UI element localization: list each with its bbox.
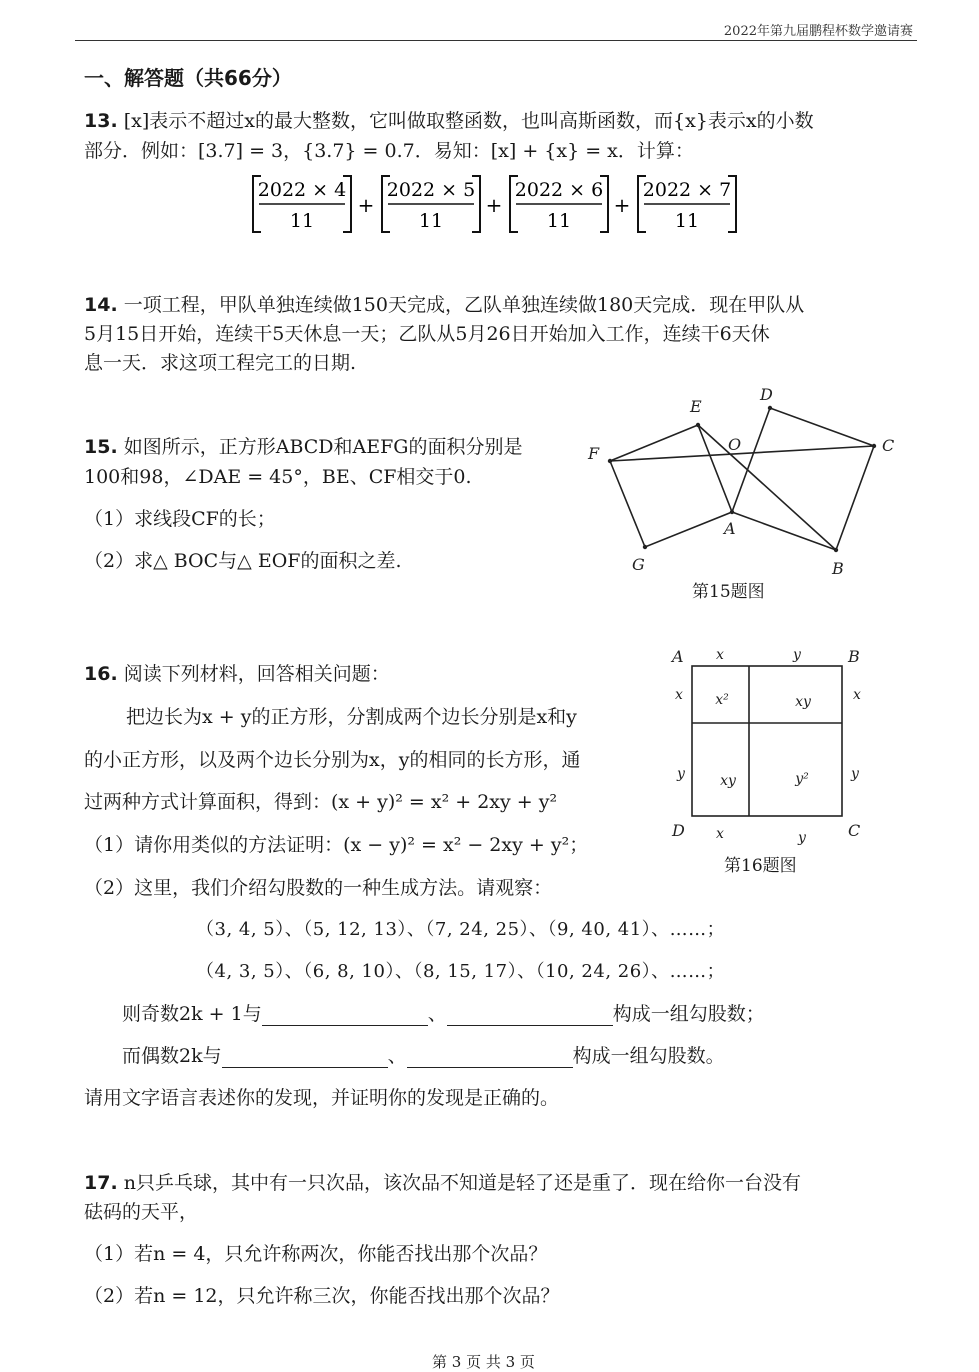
- label-f: F: [588, 444, 600, 463]
- q16-even-statement: [122, 1041, 725, 1068]
- q13-line1: [84, 106, 814, 133]
- label-d: D: [760, 385, 773, 404]
- square-aefg: [610, 425, 732, 547]
- q16-figure: [660, 640, 880, 850]
- cell-x2: x²: [715, 692, 729, 708]
- q15-line1: [84, 432, 522, 459]
- q16-sequence-odd: （3, 4, 5）、（5, 12, 13）、（7, 24, 25）、（9, 40, 41）、……；: [196, 919, 726, 940]
- cell-xy-bottom: xy: [720, 773, 736, 789]
- q13-fraction-1: [253, 176, 351, 232]
- q14-line3: 息一天．求这项工程完工的日期.: [84, 352, 357, 374]
- q13-fraction-3-den: 11: [546, 210, 572, 232]
- corner-c: C: [848, 821, 861, 840]
- q17-line1: [84, 1168, 801, 1195]
- q16-line4: 过两种方式计算面积，得到：(x + y)² = x² + 2xy + y²: [84, 791, 558, 813]
- q16-number: 16.: [84, 663, 118, 685]
- q13-fraction-2: [382, 176, 480, 232]
- q13-fraction-4-num: 2022 × 7: [642, 179, 732, 201]
- q16-sequence-even: （4, 3, 5）、（6, 8, 10）、（8, 15, 17）、（10, 24, 26）、……；: [196, 961, 726, 982]
- q13-text-line1: [x]表示不超过x的最大整数，它叫做取整函数，也叫高斯函数，而{x}表示x的小数: [123, 110, 814, 132]
- cell-xy-top: xy: [795, 694, 811, 710]
- q13-fraction-3-num: 2022 × 6: [514, 179, 604, 201]
- q16-odd-post: 构成一组勾股数；: [612, 1003, 765, 1025]
- q16-even-blank-1: [222, 1049, 388, 1068]
- q15-part1: （1）求线段CF的长；: [84, 508, 276, 530]
- label-e: E: [690, 397, 702, 416]
- q16-even-sep: 、: [387, 1045, 407, 1067]
- big-square: [692, 666, 842, 816]
- left-x: x: [675, 687, 683, 703]
- q13-fraction-1-den: 11: [289, 210, 315, 232]
- q17-number: 17.: [84, 1172, 118, 1194]
- q16-final: 请用文字语言表述你的发现，并证明你的发现是正确的。: [84, 1087, 560, 1109]
- right-y: y: [851, 766, 859, 782]
- q16-text-line1: 阅读下列材料，回答相关问题：: [123, 663, 390, 685]
- q16-line1: [84, 659, 390, 686]
- q15-number: 15.: [84, 436, 118, 458]
- q16-even-pre: 而偶数2k与: [122, 1045, 222, 1067]
- q14-text-line1: 一项工程，甲队单独连续做150天完成，乙队单独连续做180天完成．现在甲队从: [123, 294, 805, 316]
- bottom-x: x: [716, 826, 724, 842]
- q15-figure: [580, 380, 900, 580]
- bottom-y: y: [798, 830, 806, 846]
- q16-odd-blank-2: [447, 1007, 613, 1026]
- q17-line2: 砝码的天平，: [84, 1201, 199, 1223]
- page-footer: 第 3 页 共 3 页: [432, 1353, 535, 1371]
- corner-a: A: [672, 647, 684, 666]
- q15-text-line1: 如图所示，正方形ABCD和AEFG的面积分别是: [123, 436, 523, 458]
- header-rule: [75, 40, 917, 41]
- q15-figure-caption: 第15题图: [692, 582, 765, 602]
- corner-d: D: [672, 821, 685, 840]
- q13-fraction-2-den: 11: [418, 210, 444, 232]
- q17-part2: （2）若n = 12，只允许称三次，你能否找出那个次品？: [84, 1285, 560, 1307]
- q16-figure-caption: 第16题图: [724, 856, 797, 876]
- q16-odd-sep: 、: [427, 1003, 447, 1025]
- q13-plus-3: +: [613, 193, 631, 217]
- q14-line2: 5月15日开始，连续干5天休息一天；乙队从5月26日开始加入工作，连续干6天休: [84, 323, 770, 345]
- q13-fraction-2-num: 2022 × 5: [386, 179, 476, 201]
- q15-part2: （2）求△ BOC与△ EOF的面积之差.: [84, 550, 402, 572]
- label-g: G: [632, 555, 645, 574]
- q16-even-post: 构成一组勾股数。: [572, 1045, 725, 1067]
- q13-number: 13.: [84, 110, 118, 132]
- q16-part2: （2）这里，我们介绍勾股数的一种生成方法。请观察：: [84, 877, 553, 899]
- label-c: C: [882, 436, 895, 455]
- top-x: x: [716, 647, 724, 663]
- q16-odd-blank-1: [262, 1007, 428, 1026]
- q17-text-line1: n只乒乓球，其中有一只次品，该次品不知道是轻了还是重了．现在给你一台没有: [123, 1172, 801, 1194]
- label-o: O: [728, 435, 742, 454]
- q13-fraction-4-den: 11: [674, 210, 700, 232]
- q13-plus-1: +: [357, 193, 375, 217]
- q14-number: 14.: [84, 294, 118, 316]
- q13-fraction-1-num: 2022 × 4: [257, 179, 347, 201]
- segment-be: [698, 425, 836, 550]
- corner-b: B: [848, 647, 860, 666]
- label-a: A: [724, 519, 736, 538]
- q16-even-blank-2: [407, 1049, 573, 1068]
- q16-odd-pre: 则奇数2k + 1与: [122, 1003, 262, 1025]
- page-header-title: 2022年第九届鹏程杯数学邀请赛: [723, 24, 913, 39]
- q16-line3: 的小正方形，以及两个边长分别为x，y的相同的长方形，通: [84, 749, 581, 771]
- left-y: y: [677, 766, 685, 782]
- q15-line2: 100和98，∠DAE = 45°，BE、CF相交于0.: [84, 466, 472, 488]
- q13-fraction-4: [638, 176, 736, 232]
- segment-cf: [610, 446, 874, 461]
- right-x: x: [853, 687, 861, 703]
- q17-part1: （1）若n = 4，只允许称两次，你能否找出那个次品？: [84, 1243, 548, 1265]
- square-abcd: [732, 408, 874, 550]
- cell-y2: y²: [795, 771, 809, 787]
- q16-odd-statement: [122, 999, 765, 1026]
- q13-formula: [245, 172, 745, 236]
- q13-line2: 部分．例如：[3.7] = 3，{3.7} = 0.7．易知：[x] + {x} = x．计算：: [84, 140, 694, 162]
- section-title: 一、解答题（共66分）: [84, 66, 292, 90]
- q16-line2: 把边长为x + y的正方形，分割成两个边长分别是x和y: [126, 706, 577, 728]
- q13-plus-2: +: [485, 193, 503, 217]
- q14-line1: [84, 290, 804, 317]
- q16-part1: （1）请你用类似的方法证明：(x − y)² = x² − 2xy + y²；: [84, 834, 589, 856]
- q13-fraction-3: [510, 176, 608, 232]
- top-y: y: [793, 647, 801, 663]
- label-b: B: [832, 559, 844, 578]
